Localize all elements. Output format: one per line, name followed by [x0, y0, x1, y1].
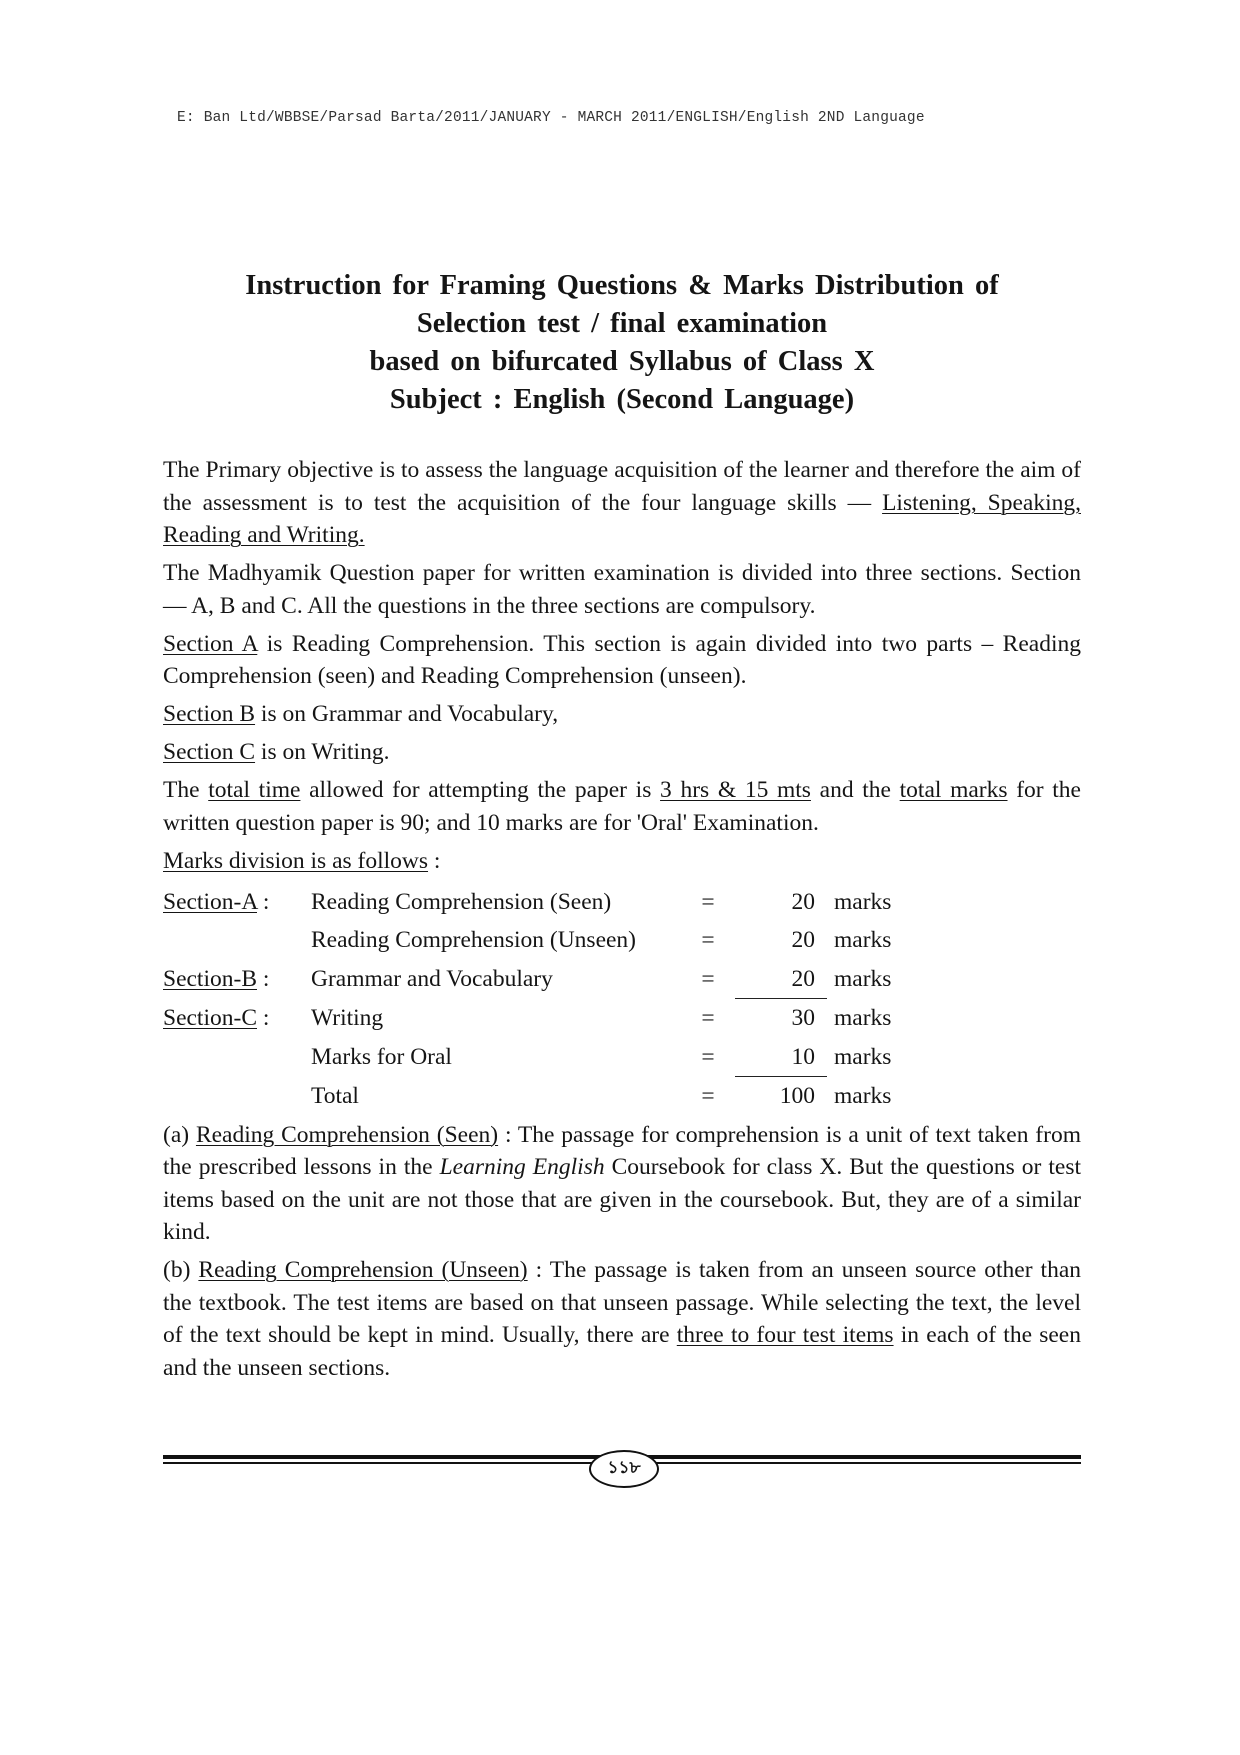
equals-cell: = — [701, 965, 715, 992]
equals-cell: = — [701, 1043, 715, 1070]
language-skills: Listening, Speaking, Reading and Writing. — [163, 489, 1081, 548]
section-cell: Section-C : — [163, 1004, 270, 1031]
time-paragraph: The total time allowed for attempting the paper is 3 hrs & 15 mts and the total marks for the written question paper is 90; and 10 marks are for 'Oral' Examination. — [163, 777, 1081, 836]
table-row — [163, 999, 891, 1038]
marks-cell: 20 — [791, 927, 815, 953]
table-row — [163, 883, 891, 922]
seen-comprehension-label: Reading Comprehension (Seen) — [195, 1121, 499, 1148]
table-row — [163, 1077, 891, 1116]
description-cell: Reading Comprehension (Seen) — [311, 888, 612, 915]
title-line-2: Selection test / final examination — [416, 308, 828, 339]
marks-cell: 100 — [779, 1083, 815, 1109]
section-b-label: Section B — [163, 701, 256, 727]
equals-cell: = — [701, 888, 715, 915]
description-cell: Reading Comprehension (Unseen) — [311, 927, 637, 953]
unit-cell: marks — [834, 888, 892, 915]
section-cell — [163, 1038, 311, 1077]
unseen-comprehension-paragraph: (b) Reading Comprehension (Unseen) : The passage is taken from an unseen source other than the textbook. The test items are based on that unseen passage. While selecting the text, the level of the text should be kept in mind. Usually, there are three to four test items in each of the seen and the unseen sections. — [163, 1257, 1081, 1381]
title-line-4: Subject : English (Second Language) — [389, 384, 855, 415]
marks-cell: 30 — [791, 1005, 815, 1031]
unseen-comprehension-label: Reading Comprehension (Unseen) — [198, 1257, 528, 1283]
document-body — [163, 454, 1081, 1390]
section-c-paragraph: Section C is on Writing. — [163, 739, 390, 765]
marks-division-heading: Marks division is as follows : — [163, 847, 441, 874]
unit-cell: marks — [834, 1004, 892, 1031]
equals-cell: = — [701, 1082, 715, 1109]
table-row — [163, 921, 891, 960]
page-number-badge — [589, 1450, 659, 1488]
page-number: ১১৮ — [607, 1458, 641, 1478]
unit-cell: marks — [834, 1082, 892, 1109]
paper-paragraph: The Madhyamik Question paper for written examination is divided into three sections. Section — A, B and C. All the questions in the three sections are compulsory. — [163, 560, 1081, 619]
title-line-3: based on bifurcated Syllabus of Class X — [369, 346, 875, 377]
section-cell — [163, 921, 311, 960]
section-a-label: Section A — [163, 630, 258, 657]
unit-cell: marks — [834, 965, 892, 992]
seen-comprehension-paragraph: (a) Reading Comprehension (Seen) : The passage for comprehension is a unit of text taken from the prescribed lessons in the Learning English Coursebook for class X. But the questions or test items based on the unit are not those that are given in the coursebook. But, they are of a similar kind. — [163, 1121, 1081, 1245]
marks-cell: 10 — [735, 1038, 827, 1077]
intro-paragraph: The Primary objective is to assess the language acquisition of the learner and therefore the aim of the assessment is to test the acquisition of the four language skills — Listening, Speaking, Reading and Writing. — [163, 457, 1081, 548]
description-cell: Marks for Oral — [311, 1043, 452, 1070]
test-items-count: three to four test items — [676, 1322, 894, 1348]
section-c-label: Section C — [163, 739, 256, 765]
table-row — [163, 1038, 891, 1077]
section-a-paragraph: Section A is Reading Comprehension. This section is again divided into two parts – Reading Comprehension (seen) and Reading Comprehension (unseen). — [163, 630, 1081, 689]
marks-cell: 20 — [791, 888, 815, 915]
section-cell: Section-B : — [163, 965, 270, 992]
section-cell — [163, 1077, 311, 1116]
unit-cell: marks — [834, 1043, 892, 1070]
coursebook-title: Learning English — [439, 1154, 605, 1180]
section-cell: Section-A : — [163, 888, 270, 915]
total-marks-label: total marks — [899, 777, 1008, 803]
file-path-header: E: Ban Ltd/WBBSE/Parsad Barta/2011/JANUARY - MARCH 2011/ENGLISH/English 2ND Language — [177, 110, 925, 126]
table-row — [163, 960, 891, 999]
marks-cell: 20 — [735, 960, 827, 999]
total-time-label: total time — [208, 777, 301, 803]
description-cell: Writing — [311, 1004, 384, 1031]
description-cell: Grammar and Vocabulary — [311, 965, 553, 992]
section-b-paragraph: Section B is on Grammar and Vocabulary, — [163, 701, 559, 727]
title-line-1: Instruction for Framing Questions & Marks Distribution of — [245, 270, 999, 301]
marks-table — [163, 883, 891, 1116]
document-title — [163, 267, 1081, 419]
description-cell: Total — [311, 1082, 359, 1109]
unit-cell: marks — [834, 927, 892, 953]
duration-value: 3 hrs & 15 mts — [660, 777, 811, 803]
equals-cell: = — [701, 927, 715, 953]
equals-cell: = — [701, 1004, 715, 1031]
